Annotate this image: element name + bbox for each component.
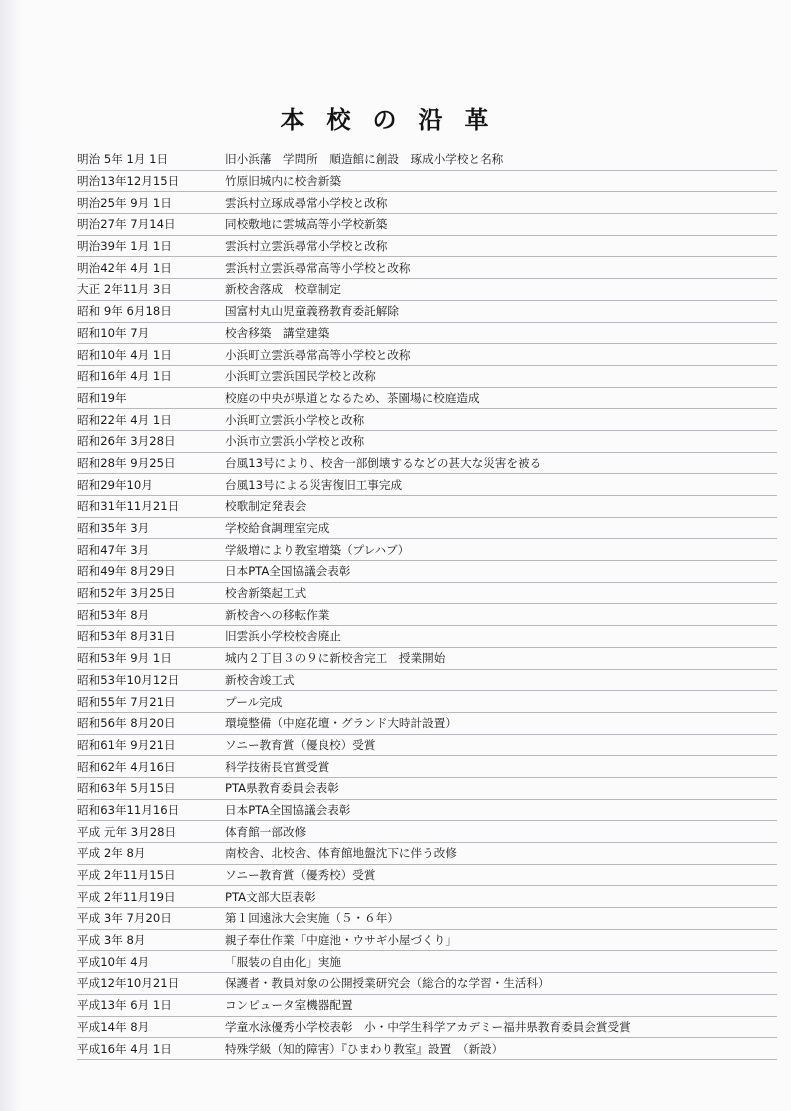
- history-event: 台風13号により、校舎一部倒壊するなどの甚大な災害を被る: [225, 455, 542, 470]
- history-row: [77, 409, 777, 431]
- history-date: 昭和28年 9月25日: [77, 455, 176, 470]
- history-date: 昭和61年 9月21日: [77, 737, 176, 752]
- history-date: 明治13年12月15日: [77, 174, 180, 189]
- history-event: 環境整備（中庭花壇・グランド大時計設置）: [225, 716, 457, 731]
- history-row: [77, 951, 777, 973]
- history-row: [77, 214, 777, 236]
- history-row: [77, 388, 777, 410]
- history-event: 雲浜村立雲浜尋常高等小学校と改称: [225, 260, 411, 275]
- history-date: 昭和10年 7月: [77, 325, 150, 340]
- history-row: [77, 323, 777, 345]
- history-row: [77, 236, 777, 258]
- history-date: 昭和47年 3月: [77, 542, 150, 557]
- history-event: 国富村丸山児童義務教育委託解除: [225, 304, 399, 319]
- history-event: PTA文部大臣表彰: [225, 889, 316, 904]
- history-row: [77, 518, 777, 540]
- history-event: ソニー教育賞（優秀校）受賞: [225, 868, 376, 883]
- history-event: 城内２丁目３の９に新校舎完工 授業開始: [225, 651, 446, 666]
- history-list: [77, 149, 777, 1060]
- history-row: [77, 496, 777, 518]
- history-date: 昭和52年 3月25日: [77, 586, 176, 601]
- history-event: 雲浜村立琢成尋常小学校と改称: [225, 195, 388, 210]
- history-row: [77, 192, 777, 214]
- history-row: [77, 453, 777, 475]
- history-event: 同校敷地に雲城高等小学校新築: [225, 217, 388, 232]
- history-date: 明治 5年 1月 1日: [77, 152, 169, 167]
- history-row: [77, 670, 777, 692]
- history-date: 昭和10年 4月 1日: [77, 347, 172, 362]
- history-event: 体育館一部改修: [225, 824, 307, 839]
- history-event: 特殊学級（知的障害）『ひまわり教室』設置 （新設）: [225, 1041, 504, 1056]
- history-date: 昭和53年 8月31日: [77, 629, 176, 644]
- page-edge-shadow: [0, 0, 22, 1111]
- history-row: [77, 171, 777, 193]
- history-date: 明治39年 1月 1日: [77, 239, 172, 254]
- history-date: 昭和26年 3月28日: [77, 434, 176, 449]
- history-event: PTA県教育委員会表彰: [225, 781, 339, 796]
- history-date: 平成 2年11月19日: [77, 889, 176, 904]
- history-event: 新校舎竣工式: [225, 672, 295, 687]
- history-event: 第１回遠泳大会実施（５・６年）: [225, 911, 399, 926]
- history-date: 平成14年 8月: [77, 1019, 150, 1034]
- history-date: 平成13年 6月 1日: [77, 998, 172, 1013]
- history-row: [77, 366, 777, 388]
- history-event: 雲浜村立雲浜尋常小学校と改称: [225, 239, 388, 254]
- history-row: [77, 257, 777, 279]
- history-date: 昭和19年: [77, 390, 127, 405]
- history-row: [77, 778, 777, 800]
- history-event: 校庭の中央が県道となるため、茶園場に校庭造成: [225, 390, 480, 405]
- history-date: 大正 2年11月 3日: [77, 282, 172, 297]
- history-event: 保護者・教員対象の公開授業研究会（総合的な学習・生活科）: [225, 976, 550, 991]
- history-event: 学級増により教室増築（プレハブ）: [225, 542, 410, 557]
- history-row: [77, 583, 777, 605]
- history-row: [77, 843, 777, 865]
- history-date: 平成 2年 8月: [77, 846, 146, 861]
- history-event: 学童水泳優秀小学校表彰 小・中学生科学アカデミー福井県教育委員会賞受賞: [225, 1019, 631, 1034]
- page-title: 本校の沿革: [280, 105, 511, 134]
- history-event: 南校舎、北校舎、体育館地盤沈下に伴う改修: [225, 846, 457, 861]
- history-event: 旧小浜藩 学問所 順造館に創設 琢成小学校と名称: [225, 152, 504, 167]
- history-row: [77, 865, 777, 887]
- history-date: 昭和53年10月12日: [77, 672, 180, 687]
- history-row: [77, 713, 777, 735]
- history-date: 昭和22年 4月 1日: [77, 412, 172, 427]
- history-date: 昭和16年 4月 1日: [77, 369, 172, 384]
- history-date: 平成12年10月21日: [77, 976, 180, 991]
- history-event: 「服装の自由化」実施: [225, 954, 341, 969]
- history-event: 日本PTA全国協議会表彰: [225, 802, 351, 817]
- history-row: [77, 756, 777, 778]
- history-date: 平成 元年 3月28日: [77, 824, 177, 839]
- history-row: [77, 930, 777, 952]
- history-row: [77, 149, 777, 171]
- history-row: [77, 821, 777, 843]
- history-date: 平成 2年11月15日: [77, 868, 176, 883]
- history-event: 小浜町立雲浜小学校と改称: [225, 412, 365, 427]
- history-date: 平成 3年 8月: [77, 933, 146, 948]
- history-date: 明治42年 4月 1日: [77, 260, 172, 275]
- history-date: 明治25年 9月 1日: [77, 195, 172, 210]
- history-row: [77, 539, 777, 561]
- history-event: 親子奉仕作業「中庭池・ウサギ小屋づくり」: [225, 933, 457, 948]
- history-event: 新校舎への移転作業: [225, 607, 330, 622]
- history-row: [77, 908, 777, 930]
- history-event: ソニー教育賞（優良校）受賞: [225, 737, 376, 752]
- history-date: 平成16年 4月 1日: [77, 1041, 172, 1056]
- history-row: [77, 604, 777, 626]
- history-date: 昭和49年 8月29日: [77, 564, 176, 579]
- history-row: [77, 1017, 777, 1039]
- history-event: 新校舎落成 校章制定: [225, 282, 341, 297]
- history-event: 校舎新築起工式: [225, 586, 307, 601]
- history-row: [77, 626, 777, 648]
- history-row: [77, 886, 777, 908]
- history-row: [77, 995, 777, 1017]
- history-event: 学校給食調理室完成: [225, 521, 330, 536]
- history-row: [77, 648, 777, 670]
- history-date: 昭和56年 8月20日: [77, 716, 176, 731]
- history-date: 昭和63年 5月15日: [77, 781, 176, 796]
- history-event: コンピュータ室機器配置: [225, 998, 353, 1013]
- history-event: 校舎移築 講堂建築: [225, 325, 330, 340]
- history-event: 小浜町立雲浜尋常高等小学校と改称: [225, 347, 411, 362]
- history-event: 竹原旧城内に校舎新築: [225, 174, 341, 189]
- history-row: [77, 474, 777, 496]
- history-date: 昭和55年 7月21日: [77, 694, 176, 709]
- history-date: 昭和35年 3月: [77, 521, 150, 536]
- history-row: [77, 561, 777, 583]
- history-row: [77, 800, 777, 822]
- history-row: [77, 344, 777, 366]
- history-date: 昭和63年11月16日: [77, 802, 180, 817]
- history-row: [77, 279, 777, 301]
- history-event: 日本PTA全国協議会表彰: [225, 564, 351, 579]
- history-event: プール完成: [225, 694, 283, 709]
- history-event: 旧雲浜小学校校舎廃止: [225, 629, 341, 644]
- history-date: 平成10年 4月: [77, 954, 150, 969]
- history-row: [77, 1038, 777, 1060]
- history-date: 昭和62年 4月16日: [77, 759, 176, 774]
- history-row: [77, 973, 777, 995]
- history-row: [77, 735, 777, 757]
- history-date: 平成 3年 7月20日: [77, 911, 172, 926]
- history-row: [77, 301, 777, 323]
- history-row: [77, 431, 777, 453]
- history-date: 昭和 9年 6月18日: [77, 304, 172, 319]
- history-event: 台風13号による災害復旧工事完成: [225, 477, 403, 492]
- history-event: 科学技術長官賞受賞: [225, 759, 330, 774]
- history-date: 昭和29年10月: [77, 477, 153, 492]
- history-event: 小浜市立雲浜小学校と改称: [225, 434, 365, 449]
- history-date: 昭和53年 8月: [77, 607, 150, 622]
- history-date: 明治27年 7月14日: [77, 217, 176, 232]
- history-date: 昭和31年11月21日: [77, 499, 180, 514]
- history-event: 小浜町立雲浜国民学校と改称: [225, 369, 376, 384]
- history-date: 昭和53年 9月 1日: [77, 651, 172, 666]
- history-event: 校歌制定発表会: [225, 499, 307, 514]
- history-row: [77, 691, 777, 713]
